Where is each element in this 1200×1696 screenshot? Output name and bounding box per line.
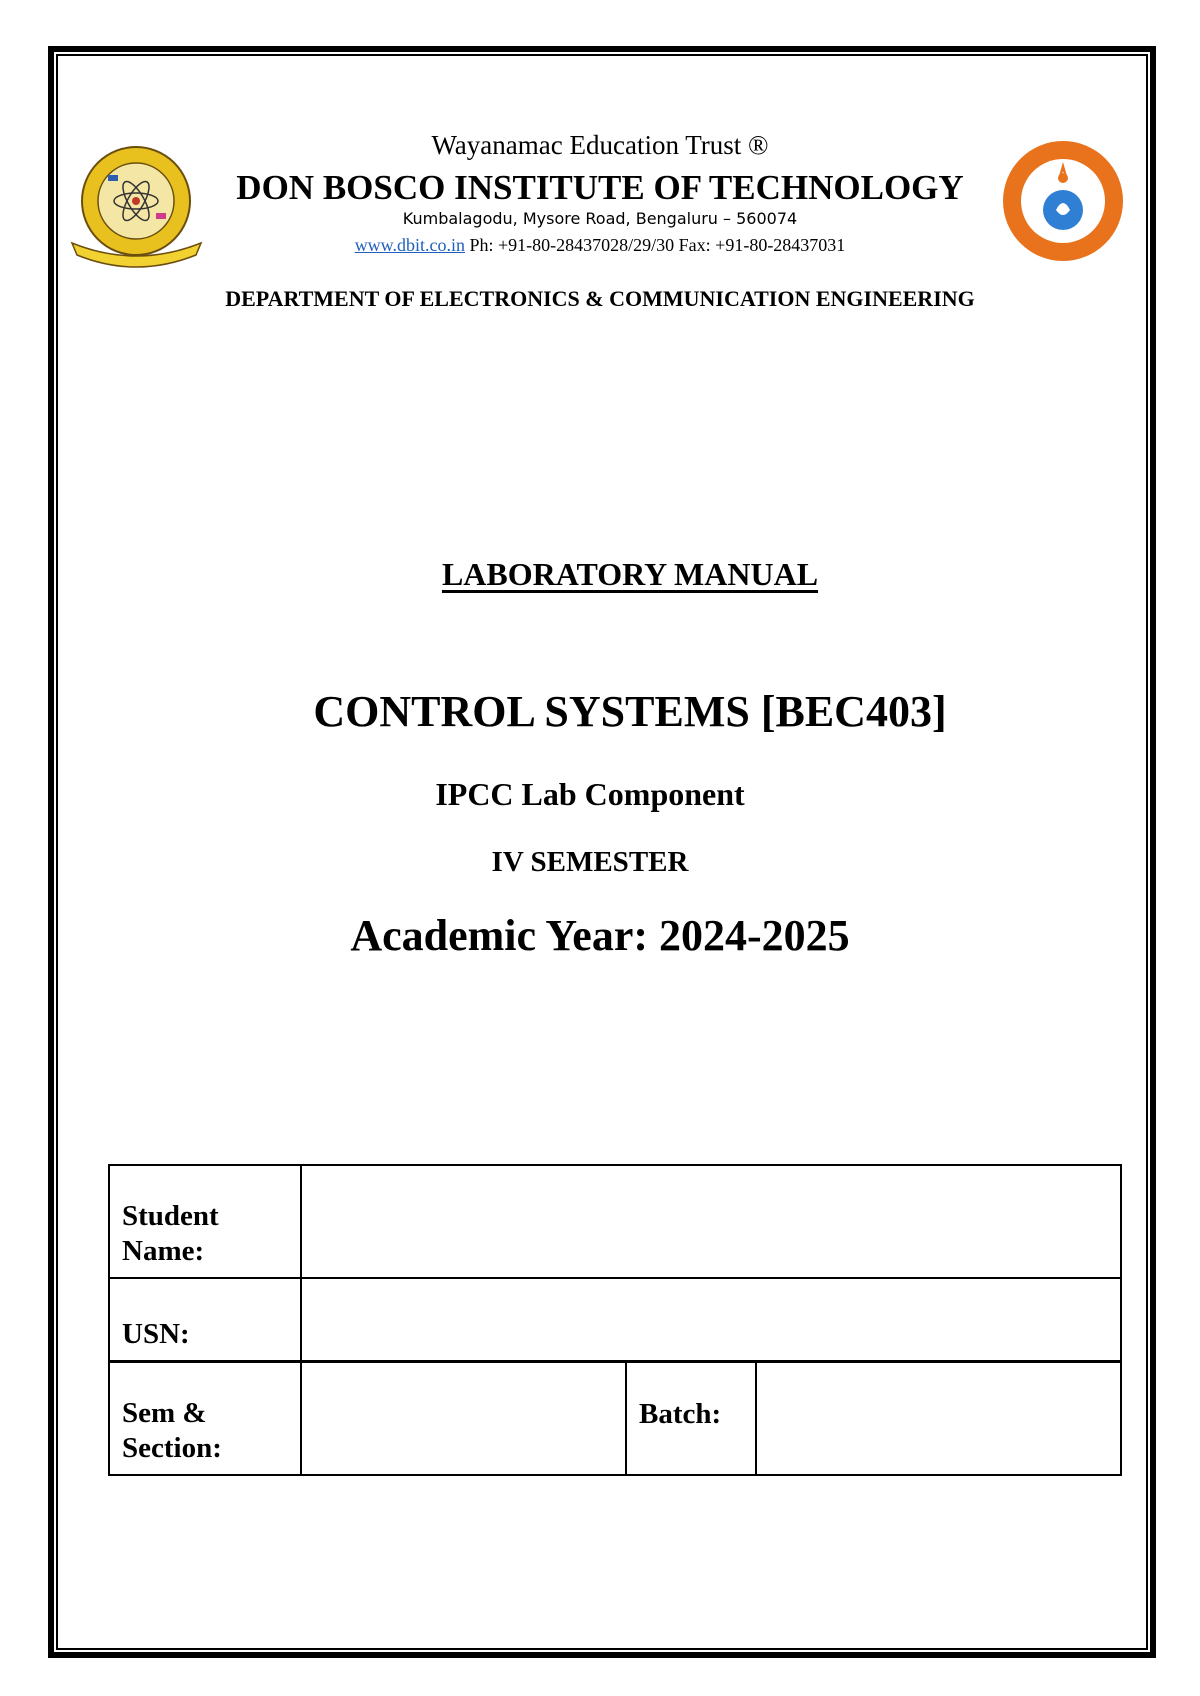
phone-fax: Ph: +91-80-28437028/29/30 Fax: +91-80-28437031 [469, 235, 846, 255]
table-row [109, 1361, 1121, 1475]
course-title: CONTROL SYSTEMS [BEC403] [313, 687, 947, 736]
manual-title [380, 556, 880, 593]
usn-field[interactable] [301, 1278, 1121, 1361]
institute-address: Kumbalagodu, Mysore Road, Bengaluru – 560074 [402, 209, 798, 228]
sem-section-field[interactable] [301, 1361, 626, 1475]
batch-label: Batch: [626, 1361, 756, 1475]
sem-section-label: Sem & Section: [109, 1361, 301, 1475]
component-title: IPCC Lab Component [435, 776, 745, 812]
manual-title-text: LABORATORY MANUAL [441, 556, 819, 592]
semester-title: IV SEMESTER [491, 846, 689, 878]
academic-year: Academic Year: 2024-2025 [350, 911, 850, 960]
table-row [109, 1165, 1121, 1278]
batch-field[interactable] [756, 1361, 1121, 1475]
department-title: DEPARTMENT OF ELECTRONICS & COMMUNICATION ENGINEERING [225, 286, 975, 311]
student-name-label: Student Name: [109, 1165, 301, 1278]
contact-line [0, 235, 1200, 256]
website-link[interactable]: www.dbit.co.in [354, 235, 466, 255]
trust-name: Wayanamac Education Trust ® [431, 130, 769, 160]
student-info-table [108, 1164, 1122, 1476]
usn-label: USN: [109, 1278, 301, 1361]
student-name-field[interactable] [301, 1165, 1121, 1278]
institute-name: DON BOSCO INSTITUTE OF TECHNOLOGY [236, 168, 964, 207]
table-row [109, 1278, 1121, 1361]
